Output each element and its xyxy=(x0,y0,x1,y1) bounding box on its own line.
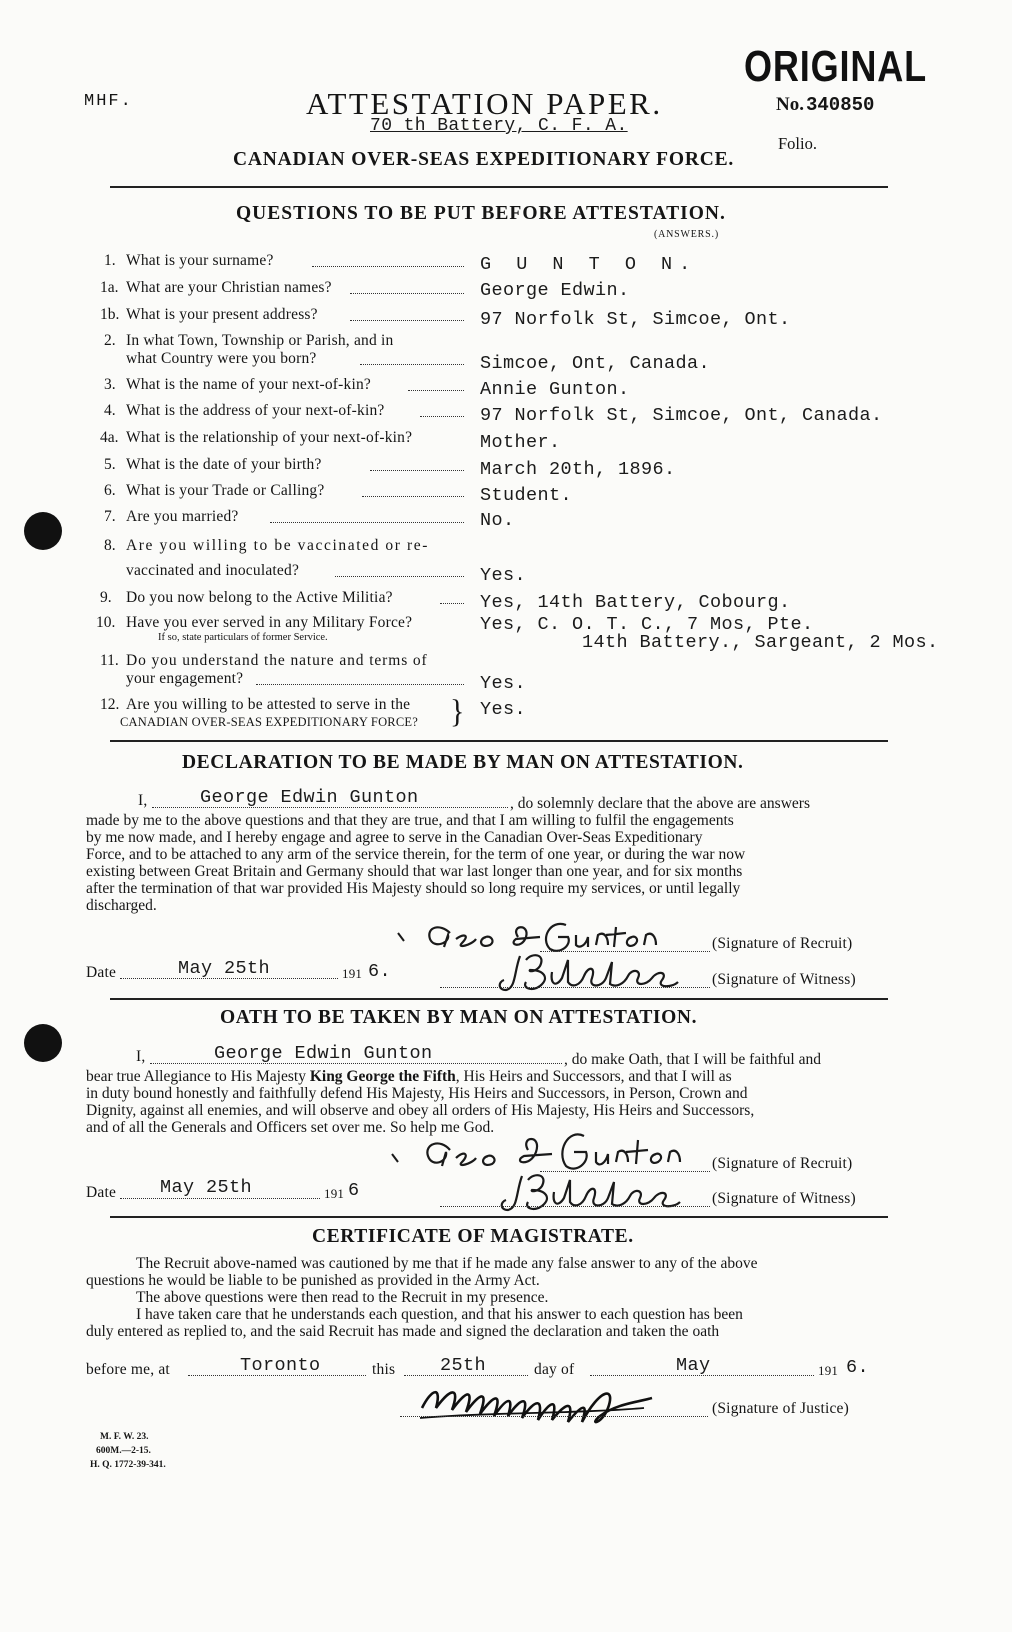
question-text: What is your present address? xyxy=(126,306,318,323)
question-number: 3. xyxy=(104,376,116,393)
declaration-rule xyxy=(110,998,888,1000)
question-text: What is your surname? xyxy=(126,252,274,269)
oath-line: Dignity, against all enemies, and will observe and obey all orders of His Majesty, His Heirs and Successors, xyxy=(86,1102,755,1119)
witness-signature-oath xyxy=(494,1168,714,1216)
declaration-prefix: I, xyxy=(138,792,148,809)
answer-married: No. xyxy=(480,510,515,531)
question-text: What is the address of your next-of-kin? xyxy=(126,402,385,419)
question-text: Do you understand the nature and terms of xyxy=(126,652,428,669)
question-text: Have you ever served in any Military Force? xyxy=(126,614,413,631)
question-text-cont: vaccinated and inoculated? xyxy=(126,562,300,579)
year-suffix: 6. xyxy=(368,961,392,982)
footer-code: 600M.—2-15. xyxy=(96,1446,151,1456)
question-text-cont: CANADIAN OVER-SEAS EXPEDITIONARY FORCE? xyxy=(120,715,418,729)
question-leader xyxy=(350,320,464,321)
this-label: this xyxy=(372,1361,396,1378)
brace-icon: } xyxy=(450,693,465,730)
questions-rule xyxy=(110,740,888,742)
left-stamp: MHF. xyxy=(84,92,133,111)
question-number: 1. xyxy=(104,252,116,269)
document-title: ATTESTATION PAPER. xyxy=(306,86,663,121)
answer-present-address: 97 Norfolk St, Simcoe, Ont. xyxy=(480,309,791,330)
question-text: In what Town, Township or Parish, and in xyxy=(126,332,394,349)
recruit-label-declaration: (Signature of Recruit) xyxy=(712,935,853,952)
questions-title: QUESTIONS TO BE PUT BEFORE ATTESTATION. xyxy=(236,203,726,224)
form-number xyxy=(776,94,874,116)
question-leader xyxy=(420,416,464,417)
before-label: before me, at xyxy=(86,1361,170,1378)
question-text: Are you willing to be vaccinated or re- xyxy=(126,537,429,554)
question-text: What is the relationship of your next-of-kin? xyxy=(126,429,413,446)
question-text: What is your Trade or Calling? xyxy=(126,482,325,499)
year-suffix: 6. xyxy=(846,1357,870,1378)
answer-militia: Yes, 14th Battery, Cobourg. xyxy=(480,592,791,613)
declaration-line: after the termination of that war provided His Majesty should so long require my services, or until legally xyxy=(86,880,741,897)
certificate-line: questions he would be liable to be punished as provided in the Army Act. xyxy=(86,1272,540,1289)
question-leader xyxy=(360,364,464,365)
declaration-line: discharged. xyxy=(86,897,157,914)
question-number: 1a. xyxy=(100,279,119,296)
certificate-line: I have taken care that he understands each question, and that his answer to each question has been xyxy=(136,1306,743,1323)
year-prefix: 191 xyxy=(324,1186,345,1201)
answer-prior-service: Yes, C. O. T. C., 7 Mos, Pte. xyxy=(480,614,814,635)
answer-surname: G U N T O N. xyxy=(480,254,698,275)
question-number: 5. xyxy=(104,456,116,473)
oath-line: in duty bound honestly and faithfully defend His Majesty, His Heirs and Successors, in Person, Crown and xyxy=(86,1085,748,1102)
footer-code: M. F. W. 23. xyxy=(100,1432,149,1442)
oath-rule xyxy=(110,1216,888,1218)
date-label: Date xyxy=(86,1184,117,1201)
answer-willing: Yes. xyxy=(480,699,527,720)
oath-line: , do make Oath, that I will be faithful and xyxy=(564,1051,821,1068)
question-text: What are your Christian names? xyxy=(126,279,332,296)
certificate-month: May xyxy=(676,1355,711,1376)
oath-line: bear true Allegiance to His Majesty King George the Fifth, His Heirs and Successors, and that I will as xyxy=(86,1068,732,1085)
certificate-place: Toronto xyxy=(240,1355,321,1376)
answer-birthplace: Simcoe, Ont, Canada. xyxy=(480,353,711,374)
declaration-line: existing between Great Britain and Germany should that war last longer than one year, and for six months xyxy=(86,863,743,880)
question-leader xyxy=(256,684,464,685)
certificate-line: The above questions were then read to the Recruit in my presence. xyxy=(136,1289,549,1306)
question-number: 4a. xyxy=(100,429,119,446)
question-number: 7. xyxy=(104,508,116,525)
number-value: 340850 xyxy=(805,94,875,116)
question-number: 10. xyxy=(96,614,116,631)
witness-label-declaration: (Signature of Witness) xyxy=(712,971,856,988)
date-label: Date xyxy=(86,964,117,981)
question-leader xyxy=(312,266,464,267)
declaration-date: May 25th xyxy=(178,958,271,979)
header-rule xyxy=(110,186,888,188)
number-label: No. xyxy=(776,94,804,115)
question-number: 4. xyxy=(104,402,116,419)
year-suffix: 6 xyxy=(348,1180,360,1201)
witness-signature-line xyxy=(440,1206,710,1207)
question-number: 2. xyxy=(104,332,116,349)
answer-christian-names: George Edwin. xyxy=(480,280,630,301)
answer-birth-date: March 20th, 1896. xyxy=(480,459,676,480)
date-line xyxy=(120,1198,320,1199)
question-number: 1b. xyxy=(100,306,120,323)
witness-label-oath: (Signature of Witness) xyxy=(712,1190,856,1207)
question-text: What is the name of your next-of-kin? xyxy=(126,376,371,393)
oath-line: and of all the Generals and Officers set over me. So help me God. xyxy=(86,1119,495,1136)
question-text-cont: what Country were you born? xyxy=(126,350,317,367)
question-number: 8. xyxy=(104,537,116,554)
question-leader xyxy=(440,603,464,604)
answer-trade: Student. xyxy=(480,485,573,506)
unit-name: 70 th Battery, C. F. A. xyxy=(370,116,628,136)
declaration-title: DECLARATION TO BE MADE BY MAN ON ATTESTATION. xyxy=(182,752,744,773)
answer-next-of-kin-address: 97 Norfolk St, Simcoe, Ont, Canada. xyxy=(480,405,883,426)
justice-label: (Signature of Justice) xyxy=(712,1400,849,1417)
question-leader xyxy=(408,390,464,391)
answer-prior-service-cont: 14th Battery., Sargeant, 2 Mos. xyxy=(582,632,939,653)
folio-label: Folio. xyxy=(778,134,817,153)
justice-signature xyxy=(412,1378,672,1430)
declaration-line: , do solemnly declare that the above are answers xyxy=(510,795,810,812)
question-note: If so, state particulars of former Service. xyxy=(158,632,328,643)
certificate-title: CERTIFICATE OF MAGISTRATE. xyxy=(312,1226,634,1247)
declaration-name: George Edwin Gunton xyxy=(200,787,419,808)
certificate-line: duly entered as replied to, and the said Recruit has made and signed the declaration and taken the oath xyxy=(86,1323,720,1340)
witness-signature-declaration xyxy=(492,948,712,996)
question-leader xyxy=(370,470,464,471)
certificate-line: The Recruit above-named was cautioned by me that if he made any false answer to any of the above xyxy=(136,1255,758,1272)
certificate-day: 25th xyxy=(440,1355,487,1376)
recruit-label-oath: (Signature of Recruit) xyxy=(712,1155,853,1172)
answer-understand: Yes. xyxy=(480,673,527,694)
original-stamp: ORIGINAL xyxy=(744,42,927,91)
oath-name: George Edwin Gunton xyxy=(214,1043,433,1064)
declaration-line: Force, and to be attached to any arm of the service therein, for the term of one year, or during the war now xyxy=(86,846,746,863)
question-leader xyxy=(350,293,464,294)
oath-title: OATH TO BE TAKEN BY MAN ON ATTESTATION. xyxy=(220,1007,698,1028)
answers-label: (ANSWERS.) xyxy=(654,229,719,240)
question-number: 12. xyxy=(100,696,120,713)
question-number: 11. xyxy=(100,652,119,669)
declaration-line: made by me to the above questions and that they are true, and that I am willing to fulfil the engagements xyxy=(86,812,734,829)
punch-hole xyxy=(24,512,62,550)
force-name: CANADIAN OVER-SEAS EXPEDITIONARY FORCE. xyxy=(233,149,735,170)
question-leader xyxy=(362,496,464,497)
oath-prefix: I, xyxy=(136,1048,146,1065)
question-leader xyxy=(335,576,464,577)
day-label: day of xyxy=(534,1361,575,1378)
question-text: Do you now belong to the Active Militia? xyxy=(126,589,393,606)
question-number: 6. xyxy=(104,482,116,499)
witness-signature-line xyxy=(440,987,710,988)
declaration-line: by me now made, and I hereby engage and agree to serve in the Canadian Over-Seas Expeditionary xyxy=(86,829,703,846)
year-prefix: 191 xyxy=(342,966,363,981)
answer-relationship: Mother. xyxy=(480,432,561,453)
question-text-cont: your engagement? xyxy=(126,670,244,687)
answer-vaccinated: Yes. xyxy=(480,565,527,586)
justice-signature-line xyxy=(400,1416,708,1417)
year-prefix: 191 xyxy=(818,1363,839,1378)
question-number: 9. xyxy=(100,589,112,606)
answer-next-of-kin: Annie Gunton. xyxy=(480,379,630,400)
punch-hole xyxy=(24,1024,62,1062)
question-text: What is the date of your birth? xyxy=(126,456,322,473)
oath-date: May 25th xyxy=(160,1177,253,1198)
question-text: Are you willing to be attested to serve in the xyxy=(126,696,411,713)
footer-code: H. Q. 1772-39-341. xyxy=(90,1460,166,1470)
question-leader xyxy=(270,522,464,523)
question-text: Are you married? xyxy=(126,508,239,525)
